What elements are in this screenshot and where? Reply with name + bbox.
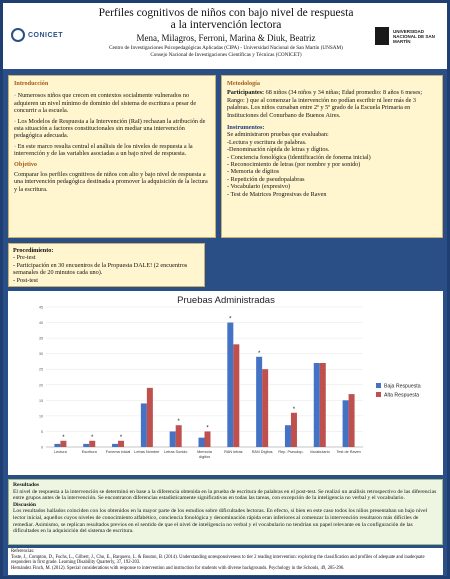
bar-alta — [176, 425, 182, 447]
instrument-item: - Reconocimiento de letras (por nombre y por sonido) — [227, 161, 361, 169]
bar-baja — [343, 400, 349, 447]
unsam-logo — [375, 21, 439, 51]
results-text: El nivel de respuesta a la intervención se determinó en base a la diferencia obtenida en la prueba de escritura de palabras en el post-test. Se realizó un análisis retrospectivo de las diferencias entre grupos antes de la intervención. Se encontraron diferencias estadísticamente significativas en todas las tareas, con excepción de la inteligencia no verbal y el vocabulario. — [13, 488, 437, 502]
bar-alta — [147, 388, 153, 447]
header — [3, 3, 447, 69]
discussion-text: Los resultados hallados coinciden con los obtenidos en la mayor parte de los estudios sobre dificultades lectoras. En efecto, si bien en este caso todos los niños presentaban un bajo nivel lector inicial, aquellos cuyos niveles de conocimiento alfabético, conciencia fonológica y denominación rápida eran inferiores al comenzar la intervención resultaron más difíciles de remediar. Asimismo, se replican resultados previos en el sentido de que el nivel de inteligencia no verbal y el vocabulario no tendrían un papel relevante en la configuración de las dificultades en la adquisición del sistema de escritura. — [13, 508, 428, 535]
x-tick-label: Lectura — [54, 450, 67, 454]
significance-marker: * — [91, 434, 94, 441]
intro-paragraph-1: · Numerosos niños que crecen en contextos socialmente vulnerados no adquieren un nivel mínimo de dominio del sistema de escritura a pesar de concurrir a la escuela. — [14, 92, 197, 115]
y-tick-label: 25 — [39, 367, 43, 372]
participants-description: 68 niños (34 niños y 34 niñas; Edad promedio: 8 años 6 meses; Rango: ) que al comenzar la intervención no podían escribir ni leer más de 3 palabras. Los niños cursaban entre 2º y 5º grado de la Escuela Primaria en Instituciones del Conurbano de Buenos Aires. — [227, 89, 423, 119]
results-title: Resultados — [13, 482, 40, 488]
reference-1: Toste, J., Compton, D., Fuchs, L., Gilbert, J., Cho, E., Barquero, L. & Bouton, B. (2014). Understanding unresponsiveness to tier 2 reading intervention: exploring the classification and profiles of adequate and inadequate responders in first grade. Learning Disability Quarterly, 37, 192-203. — [11, 554, 425, 566]
instrument-item: -Denominación rápida de letras y dígitos. — [227, 146, 330, 154]
conicet-logo-icon — [11, 28, 25, 42]
methodology-box — [221, 75, 443, 238]
instrument-item: -Lectura y escritura de palabras. — [227, 138, 307, 146]
y-tick-label: 15 — [39, 398, 43, 403]
instrument-item: - Repetición de pseudopalabras — [227, 175, 305, 183]
instrument-item: - Vocabulario (expresivo) — [227, 183, 291, 191]
results-box — [8, 479, 443, 545]
bar-alta — [60, 441, 66, 447]
conicet-logo — [11, 25, 71, 45]
y-tick-label: 30 — [39, 352, 43, 357]
y-tick-label: 10 — [39, 414, 43, 419]
bar-baja — [199, 438, 205, 447]
bar-alta — [291, 413, 297, 447]
x-tick-label: Fonema inicial — [105, 450, 131, 454]
bar-baja — [141, 403, 147, 447]
bar-baja — [314, 363, 320, 447]
procedure-step-1: - Pre-test — [13, 254, 36, 262]
bar-alta — [233, 344, 239, 447]
instruments-list — [227, 139, 437, 198]
bar-chart — [8, 291, 443, 475]
instruments-label: Instrumentos: — [227, 124, 265, 132]
bar-baja — [170, 431, 176, 447]
procedure-box — [8, 243, 205, 287]
methodology-title: Metodología — [227, 80, 260, 87]
instrument-item: - Test de Matrices Progresivas de Raven — [227, 190, 327, 198]
reference-2: Hernández Finch, M. (2012). Special considerations with response to intervention and instruction for students with diverse backgrounds. Psychology in the Schools, 49, 285-296. — [11, 565, 345, 571]
significance-marker: * — [62, 434, 65, 441]
x-tick-label: Letras Sonido — [163, 450, 188, 454]
intro-paragraph-2: · Los Modelos de Respuesta a la Intervención (RaI) rechazan la atribución de esta situación a factores constitucionales sin mediar una intervención pedagógica adecuada. — [14, 117, 206, 140]
significance-marker: * — [177, 419, 180, 426]
x-tick-label: RAN letras — [224, 450, 243, 454]
conicet-logo-text: CONICET — [28, 31, 63, 39]
y-tick-label: 45 — [39, 305, 43, 310]
bar-baja — [54, 444, 60, 447]
procedure-step-3: - Post-test — [13, 276, 38, 284]
objective-title: Objetivo — [14, 160, 38, 168]
introduction-text — [14, 92, 210, 157]
participants-label: Participantes: — [227, 89, 265, 97]
y-tick-label: 20 — [39, 383, 43, 388]
x-tick-label: Test de Raven — [336, 450, 361, 454]
affiliation-1: Centro de Investigaciones Psicopedagógicas Aplicadas (CIPA) - Universidad Nacional de San Martín (UNSAM) — [109, 45, 343, 51]
legend-swatch — [376, 392, 381, 397]
legend-label: Alta Respuesta — [384, 392, 420, 399]
chart-svg — [8, 291, 443, 475]
significance-marker: * — [292, 406, 296, 413]
significance-marker: * — [257, 350, 261, 357]
x-tick-label: RAN Dígitos — [251, 450, 273, 454]
unsam-logo-text: UNIVERSIDAD NACIONAL DE SAN MARTÍN — [393, 28, 435, 44]
introduction-title: Introducción — [14, 80, 49, 87]
bar-baja — [83, 444, 89, 447]
significance-marker: * — [119, 434, 123, 441]
y-tick-label: 40 — [39, 321, 43, 326]
bar-alta — [205, 431, 211, 447]
references-box — [8, 548, 443, 575]
chart-title: Pruebas Administradas — [177, 295, 275, 306]
unsam-logo-icon — [375, 27, 389, 45]
bar-alta — [118, 441, 124, 447]
procedure-title: Procedimiento: — [13, 247, 54, 254]
affiliations — [81, 45, 371, 58]
poster — [3, 3, 447, 576]
bar-baja — [112, 444, 118, 447]
participants-text — [227, 89, 437, 119]
bar-baja — [227, 323, 233, 447]
significance-marker: * — [229, 316, 232, 323]
authors: Mena, Milagros, Ferroni, Marina & Diuk, Beatriz — [136, 33, 316, 43]
instrument-item: - Conciencia fonológica (identificación de fonema inicial) — [227, 153, 371, 161]
y-tick-label: 5 — [41, 429, 43, 434]
x-tick-label: Letras Nombre — [134, 450, 160, 454]
bar-alta — [349, 394, 355, 447]
x-tick-label: Memoria — [197, 450, 212, 454]
bar-baja — [285, 425, 291, 447]
significance-marker: * — [206, 425, 209, 432]
instruments-intro: Se administraron pruebas que evaluaban: — [227, 131, 329, 139]
x-tick-label: Rep. Pseudop. — [278, 450, 304, 454]
bar-baja — [256, 357, 262, 447]
x-tick-label: Escritura — [81, 450, 97, 454]
discussion-title: Discusión — [13, 501, 37, 508]
poster-title — [81, 7, 371, 31]
bar-alta — [262, 369, 268, 447]
y-tick-label: 0 — [41, 445, 43, 450]
references-title: Referencias: — [11, 549, 35, 554]
x-tick-label: Vocabulario — [309, 450, 330, 454]
y-tick-label: 35 — [39, 336, 43, 341]
introduction-box — [8, 75, 216, 238]
x-tick-label: dígitos — [198, 455, 211, 459]
procedure-step-2: - Participación en 30 encuentros de la Propuesta DALE! (2 encuentros semanales de 20 minutos cada uno). — [13, 261, 188, 277]
intro-paragraph-3: · En este marco resulta central el análisis de los niveles de respuesta a la intervención y de las variables asociadas a un bajo nivel de respuesta. — [14, 142, 193, 158]
title-line-1: Perfiles cognitivos de niños con bajo nivel de respuesta — [98, 7, 354, 19]
legend-swatch — [376, 383, 381, 388]
objective-text: Comparar los perfiles cognitivos de niños con alto y bajo nivel de respuesta a una intervención pedagógica destinada a promover la adquisición de la lectura y la escritura. — [14, 171, 208, 193]
instrument-item: - Memoria de dígitos — [227, 168, 280, 176]
bar-alta — [89, 441, 95, 447]
affiliation-2: Consejo Nacional de Investigaciones Científicas y Técnicas (CONICET) — [150, 51, 302, 58]
bar-alta — [320, 363, 326, 447]
title-line-2: a la intervención lectora — [170, 19, 282, 31]
legend-label: Baja Respuesta — [384, 383, 421, 390]
